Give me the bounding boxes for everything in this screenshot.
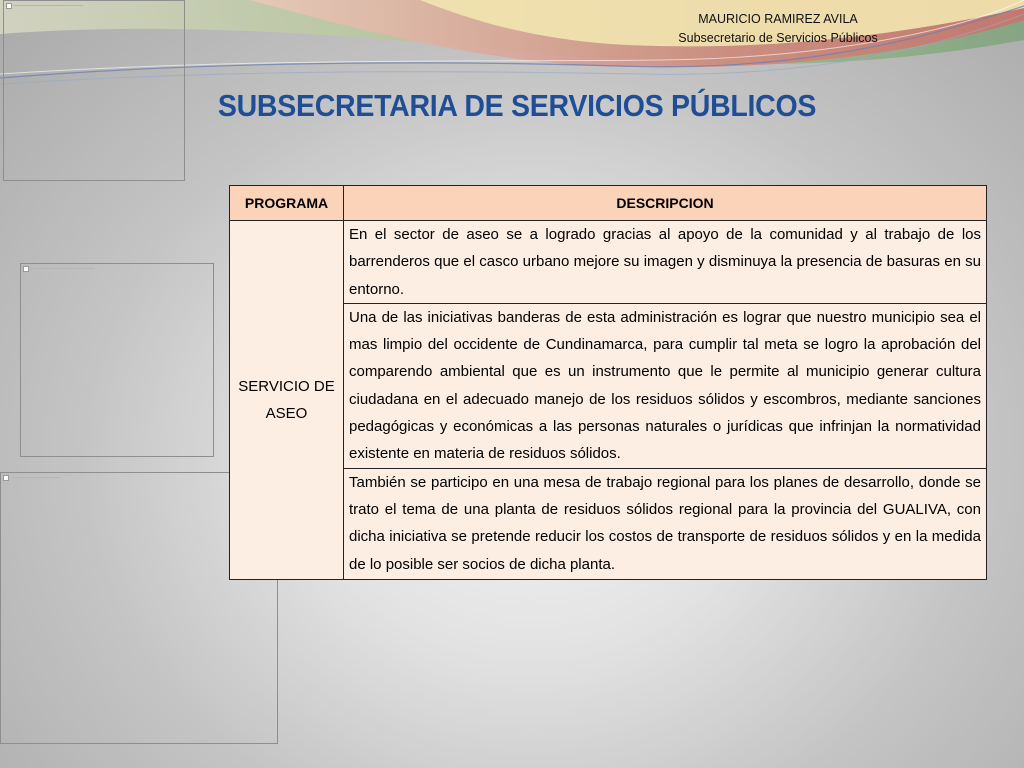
program-table bbox=[229, 185, 987, 580]
program-name-cell: SERVICIO DE ASEO bbox=[230, 221, 344, 580]
table-row bbox=[230, 221, 987, 304]
author-name: MAURICIO RAMIREZ AVILA bbox=[698, 12, 858, 26]
header-programa: PROGRAMA bbox=[230, 186, 344, 221]
description-cell-2: Una de las iniciativas banderas de esta administración es lograr que nuestro municipio sea el mas limpio del occidente de Cundinamarca, para cumplir tal meta se logro la aprobación del comparendo ambiental que es un instrumento que le permite al municipio generar cultura ciudadana en el adecuado manejo de los residuos sólidos y escombros, mediante sanciones pedagógicas y económicas a las personas naturales o jurídicas que infrinjan la normatividad existente en materia de residuos sólidos. bbox=[344, 303, 987, 468]
author-role: Subsecretario de Servicios Públicos bbox=[678, 31, 878, 45]
description-cell-3: También se participo en una mesa de trabajo regional para los planes de desarrollo, donde se trato el tema de una planta de residuos sólidos regional para la provincia del GUALIVA, con dicha iniciativa se pretende reducir los costos de transporte de residuos sólidos y en la medida de lo posible ser socios de dicha planta. bbox=[344, 468, 987, 579]
description-cell-1: En el sector de aseo se a logrado gracias al apoyo de la comunidad y al trabajo de los barrenderos que el casco urbano mejore su imagen y disminuya la presencia de basuras en su entorno. bbox=[344, 221, 987, 304]
slide-title: SUBSECRETARIA DE SERVICIOS PÚBLICOS bbox=[217, 88, 817, 123]
header-descripcion: DESCRIPCION bbox=[344, 186, 987, 221]
image-placeholder-icon bbox=[23, 266, 29, 272]
image-placeholder-icon bbox=[6, 3, 12, 9]
image-placeholder-middle bbox=[20, 263, 214, 457]
table-row bbox=[230, 468, 987, 579]
table-header-row bbox=[230, 186, 987, 221]
author-block bbox=[620, 10, 936, 48]
table-row bbox=[230, 303, 987, 468]
image-placeholder-icon bbox=[3, 475, 9, 481]
